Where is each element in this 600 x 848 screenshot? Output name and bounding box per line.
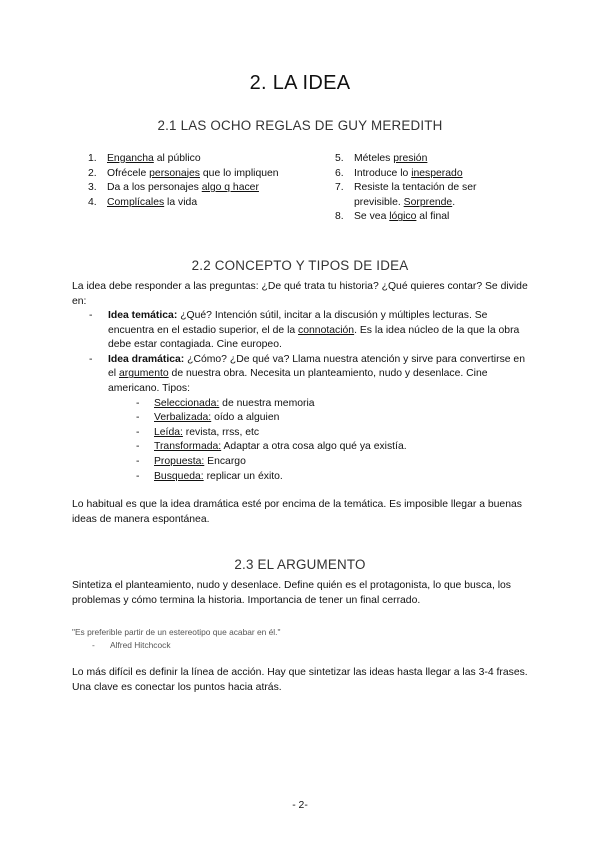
tipo-item: - Propuesta: Encargo <box>136 455 246 467</box>
tipo-item: - Seleccionada: de nuestra memoria <box>136 397 315 409</box>
tipo-item: - Busqueda: replicar un éxito. <box>136 470 283 482</box>
rule-item: 2. Ofrécele personajes que lo impliquen <box>88 167 279 179</box>
rule-item: 5. Mételes presión <box>335 153 428 164</box>
quote-block <box>72 626 280 652</box>
idea-tematica-item: - Idea temática: ¿Qué? Intención sútil, incitar a la discusión y múltiples lecturas. Se encuentra en el estadio superior, el de la connotación. Es la idea núcleo de la que la obra debe estar contagiada. Cine europeo. <box>89 310 520 351</box>
tipo-item: - Transformada: Adaptar a otra cosa algo qué ya existía. <box>136 441 407 453</box>
intro-paragraph: La idea debe responder a las preguntas: ¿De qué trata tu historia? ¿Qué quieres contar? Se divide en: <box>72 281 528 307</box>
tipo-item: - Verbalizada: oído a alguien <box>136 412 280 424</box>
closing-paragraph: Lo habitual es que la idea dramática esté por encima de la temática. Es imposible llegar a buenas ideas de manera espontánea. <box>72 499 522 525</box>
rule-item: 8. Se vea lógico al final <box>335 211 450 223</box>
idea-dramatica-item: - Idea dramática: ¿Cómo? ¿De qué va? Llama nuestra atención y sirve para convertirse en el argumento de nuestra obra. Necesita un planteamiento, nudo y desenlace. Cine americano. Tipos: - Seleccionada: de nuestra memoria - Verbalizada: oído a alguien - Leída: revista, rrss, etc - Transformada: Adaptar a otra cosa algo qué ya existía. - Propuesta: Encargo - Busqueda: replicar un éxito. <box>88 353 528 484</box>
quote-text: "Es preferible partir de un estereotipo que acabar en él." <box>72 627 281 637</box>
rules-column-left <box>88 152 288 210</box>
rule-item: 3. Da a los personajes algo q hacer <box>88 182 259 194</box>
idea-types-list <box>88 309 528 484</box>
quote-author: - Alfred Hitchcock <box>92 639 171 650</box>
page-title: 2. LA IDEA <box>249 72 351 94</box>
linea-accion-paragraph: Lo más difícil es definir la línea de acción. Hay que sintetizar las ideas hasta llegar a las 3-4 frases. Una clave es conectar los puntos hacia atrás. <box>72 667 528 693</box>
rule-item: 1. Engancha al público <box>88 153 201 164</box>
rules-column-right <box>335 152 510 225</box>
section-heading-reglas: 2.1 LAS OCHO REGLAS DE GUY MEREDITH <box>157 118 443 133</box>
page-number: - 2- <box>292 800 308 811</box>
tipo-item: - Leída: revista, rrss, etc <box>136 426 260 438</box>
argumento-paragraph: Sintetiza el planteamiento, nudo y desenlace. Define quién es el protagonista, lo que busca, los problemas y cómo termina la historia. Importancia de tener un final cerrado. <box>72 580 512 606</box>
section-heading-argumento: 2.3 EL ARGUMENTO <box>234 557 366 572</box>
rule-item: 4. Complícales la vida <box>88 196 198 208</box>
rule-item: 7. Resiste la tentación de ser previsible. Sorprende. <box>335 182 477 208</box>
tipos-list <box>108 397 528 485</box>
section-heading-concepto: 2.2 CONCEPTO Y TIPOS DE IDEA <box>191 258 409 273</box>
rule-item: 6. Introduce lo inesperado <box>335 167 463 179</box>
